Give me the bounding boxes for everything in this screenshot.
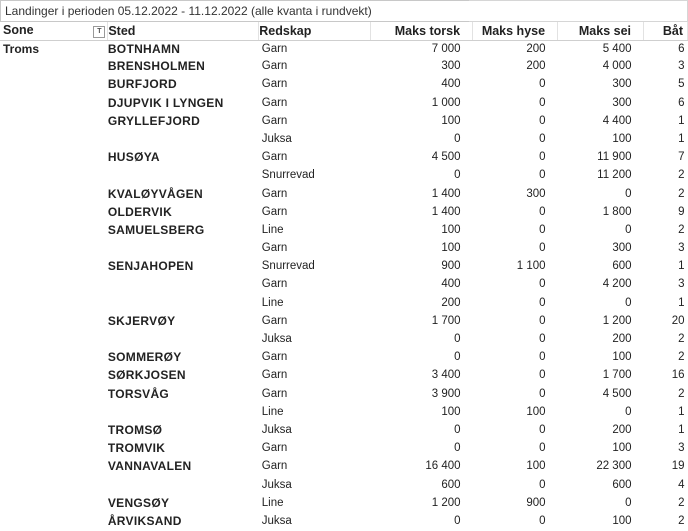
cell-sone — [0, 477, 108, 495]
cell-hyse: 100 — [526, 460, 546, 473]
cell-sted: SØRKJOSEN — [107, 368, 186, 383]
cell-sted: BURFJORD — [107, 77, 177, 92]
table-row[interactable] — [0, 349, 688, 367]
cell-hyse: 0 — [539, 442, 546, 455]
cell-sone — [0, 149, 108, 167]
cell-sei: 100 — [612, 514, 632, 527]
cell-sted — [108, 131, 259, 149]
title-bar-cell — [554, 0, 640, 22]
table-row[interactable] — [0, 131, 688, 149]
cell-torsk: 0 — [454, 351, 461, 364]
filter-icon[interactable]: T — [93, 26, 105, 38]
cell-hyse: 0 — [539, 96, 546, 109]
cell-hyse: 0 — [539, 151, 546, 164]
cell-sone — [0, 131, 108, 149]
cell-sone — [0, 167, 108, 185]
cell-redskap: Juksa — [261, 478, 292, 491]
cell-hyse: 0 — [539, 169, 546, 182]
cell-sei: 200 — [612, 423, 632, 436]
cell-redskap: Garn — [261, 60, 288, 73]
cell-sted: SENJAHOPEN — [107, 259, 194, 274]
cell-redskap: Juksa — [261, 423, 292, 436]
cell-sted: HUSØYA — [107, 150, 160, 165]
cell-hyse: 200 — [526, 60, 546, 73]
cell-sone — [0, 331, 108, 349]
report-title: Landinger i perioden 05.12.2022 - 11.12.2022 (alle kvanta i rundvekt) — [0, 0, 470, 22]
column-header-sted[interactable]: Sted — [108, 22, 259, 40]
cell-redskap: Garn — [261, 369, 288, 382]
cell-sei: 22 300 — [596, 460, 632, 473]
table-row[interactable] — [0, 367, 688, 385]
column-header-maks-torsk[interactable]: Maks torsk — [371, 22, 473, 40]
cell-bat: 2 — [678, 187, 685, 200]
cell-sted: BOTNHAMN — [107, 41, 181, 56]
cell-hyse: 0 — [539, 78, 546, 91]
cell-sted: TORSVÅG — [107, 386, 170, 401]
cell-bat: 3 — [678, 242, 685, 255]
table-row[interactable] — [0, 58, 688, 76]
cell-sted: BRENSHOLMEN — [107, 59, 206, 74]
cell-sted — [108, 167, 259, 185]
table-row[interactable] — [0, 495, 688, 513]
table-row[interactable] — [0, 186, 688, 204]
table-body — [0, 40, 688, 531]
cell-hyse: 0 — [539, 333, 546, 345]
cell-sted — [108, 240, 259, 258]
cell-redskap: Garn — [261, 278, 288, 291]
cell-bat: 6 — [678, 42, 685, 55]
cell-torsk: 7 000 — [431, 42, 461, 55]
cell-hyse: 0 — [539, 296, 546, 309]
cell-bat: 1 — [678, 405, 685, 418]
cell-sei: 5 400 — [602, 42, 632, 55]
cell-torsk: 0 — [454, 442, 461, 455]
cell-sone — [0, 313, 108, 331]
table-row[interactable] — [0, 513, 688, 531]
cell-bat: 1 — [678, 132, 685, 145]
table-row[interactable] — [0, 477, 688, 495]
cell-redskap: Garn — [261, 187, 288, 200]
cell-sone — [0, 386, 108, 404]
table-row[interactable] — [0, 167, 688, 185]
table-row[interactable] — [0, 422, 688, 440]
cell-sei: 600 — [612, 260, 632, 273]
cell-torsk: 600 — [441, 478, 461, 491]
cell-torsk: 3 900 — [431, 387, 461, 400]
cell-sei: 1 800 — [602, 205, 632, 218]
cell-redskap: Garn — [261, 442, 288, 455]
table-row[interactable] — [0, 440, 688, 458]
cell-sted — [108, 295, 259, 313]
cell-sted — [108, 276, 259, 294]
cell-redskap: Juksa — [261, 333, 292, 345]
cell-redskap: Garn — [261, 314, 288, 327]
cell-redskap: Garn — [261, 387, 288, 400]
header-row — [0, 22, 688, 40]
cell-bat: 1 — [678, 423, 685, 436]
cell-sei: 1 200 — [602, 314, 632, 327]
title-bar-cell — [639, 0, 688, 22]
cell-hyse: 0 — [539, 242, 546, 255]
cell-redskap: Garn — [261, 460, 288, 473]
cell-torsk: 0 — [454, 169, 461, 182]
landings-table — [0, 22, 688, 531]
cell-sted — [108, 331, 259, 349]
cell-sted: ÅRVIKSAND — [107, 513, 182, 528]
title-bar-cell — [469, 0, 555, 22]
cell-bat: 4 — [678, 478, 685, 491]
cell-sone — [0, 276, 108, 294]
cell-bat: 2 — [678, 169, 685, 182]
cell-sei: 100 — [612, 442, 632, 455]
cell-sted: OLDERVIK — [107, 204, 173, 219]
cell-redskap: Garn — [261, 205, 288, 218]
cell-redskap: Garn — [261, 78, 288, 91]
cell-bat: 20 — [671, 314, 685, 327]
column-header-redskap[interactable]: Redskap — [259, 22, 371, 40]
cell-sei: 0 — [625, 405, 632, 418]
cell-hyse: 0 — [539, 387, 546, 400]
table-row[interactable] — [0, 331, 688, 349]
table-row[interactable] — [0, 458, 688, 476]
cell-sted: SOMMERØY — [107, 350, 182, 365]
cell-sone — [0, 367, 108, 385]
cell-sei: 0 — [625, 223, 632, 236]
column-header-bat[interactable]: Båt — [644, 22, 688, 40]
cell-torsk: 4 500 — [431, 151, 461, 164]
cell-redskap: Juksa — [261, 514, 292, 527]
cell-sone — [0, 113, 108, 131]
cell-sei: 4 500 — [602, 387, 632, 400]
cell-sone — [0, 186, 108, 204]
cell-sone — [0, 222, 108, 240]
cell-sted: TROMSØ — [107, 422, 163, 437]
cell-torsk: 1 400 — [431, 205, 461, 218]
table-row[interactable] — [0, 76, 688, 94]
cell-redskap: Garn — [261, 351, 288, 364]
cell-sted: SAMUELSBERG — [107, 222, 205, 237]
cell-hyse: 0 — [539, 514, 546, 527]
table-row[interactable] — [0, 222, 688, 240]
cell-sted — [108, 404, 259, 422]
cell-sei: 100 — [612, 132, 632, 145]
cell-bat: 2 — [678, 514, 685, 527]
cell-sone — [0, 513, 108, 531]
cell-hyse: 0 — [539, 369, 546, 382]
cell-hyse: 300 — [526, 187, 546, 200]
cell-hyse: 0 — [539, 278, 546, 291]
table-row[interactable] — [0, 295, 688, 313]
cell-redskap: Snurrevad — [261, 260, 315, 273]
cell-bat: 19 — [671, 460, 685, 473]
header-label: Sone — [3, 23, 34, 38]
cell-redskap: Garn — [261, 151, 288, 164]
cell-sei: 0 — [625, 187, 632, 200]
cell-bat: 16 — [671, 369, 685, 382]
cell-torsk: 100 — [441, 405, 461, 418]
cell-sted: TROMVIK — [107, 441, 166, 456]
cell-redskap: Garn — [261, 42, 288, 55]
cell-sei: 300 — [612, 96, 632, 109]
cell-torsk: 300 — [441, 60, 461, 73]
cell-hyse: 0 — [539, 314, 546, 327]
cell-sei: 11 200 — [597, 169, 632, 182]
cell-sone — [0, 404, 108, 422]
cell-hyse: 0 — [539, 132, 546, 145]
cell-torsk: 100 — [441, 114, 461, 127]
cell-hyse: 100 — [526, 405, 546, 418]
cell-sone — [0, 95, 108, 113]
cell-sted: KVALØYVÅGEN — [107, 186, 203, 201]
cell-torsk: 0 — [454, 514, 461, 527]
cell-sone — [0, 295, 108, 313]
cell-redskap: Garn — [261, 242, 288, 255]
cell-sei: 200 — [612, 333, 632, 345]
cell-bat: 1 — [678, 296, 685, 309]
cell-sei: 4 200 — [602, 278, 632, 291]
cell-sted — [108, 477, 259, 495]
table-row[interactable] — [0, 95, 688, 113]
cell-bat: 3 — [678, 442, 685, 455]
column-header-maks-hyse[interactable]: Maks hyse — [473, 22, 558, 40]
cell-bat: 6 — [678, 96, 685, 109]
cell-sei: 100 — [612, 351, 632, 364]
cell-bat: 2 — [678, 351, 685, 364]
table-row[interactable] — [0, 313, 688, 331]
table-row[interactable] — [0, 386, 688, 404]
cell-torsk: 1 200 — [431, 496, 461, 509]
cell-sone — [0, 349, 108, 367]
cell-redskap: Line — [261, 405, 284, 418]
table-row[interactable] — [0, 276, 688, 294]
cell-sei: 300 — [612, 242, 632, 255]
table-row[interactable] — [0, 149, 688, 167]
cell-sone — [0, 240, 108, 258]
cell-torsk: 200 — [441, 296, 461, 309]
cell-bat: 2 — [678, 333, 685, 345]
table-row[interactable] — [0, 40, 688, 58]
table-row[interactable] — [0, 404, 688, 422]
cell-redskap: Garn — [261, 114, 288, 127]
cell-torsk: 3 400 — [431, 369, 461, 382]
cell-hyse: 200 — [526, 42, 546, 55]
cell-redskap: Snurrevad — [261, 169, 315, 182]
cell-sted: VANNAVALEN — [107, 459, 192, 474]
cell-torsk: 0 — [454, 333, 461, 345]
cell-torsk: 0 — [454, 132, 461, 145]
cell-hyse: 900 — [526, 496, 546, 509]
cell-bat: 9 — [678, 205, 685, 218]
cell-sone — [0, 458, 108, 476]
cell-bat: 2 — [678, 223, 685, 236]
cell-sone — [0, 258, 108, 276]
cell-sted: DJUPVIK I LYNGEN — [107, 95, 224, 110]
cell-sei: 4 400 — [602, 114, 632, 127]
cell-sone: Troms — [3, 41, 40, 56]
cell-torsk: 100 — [441, 242, 461, 255]
cell-redskap: Line — [261, 223, 284, 236]
cell-redskap: Line — [261, 496, 284, 509]
column-header-sone[interactable] — [0, 22, 108, 40]
cell-redskap: Line — [261, 296, 284, 309]
cell-torsk: 1 000 — [431, 96, 461, 109]
cell-torsk: 16 400 — [425, 460, 461, 473]
cell-sei: 1 700 — [602, 369, 632, 382]
cell-bat: 1 — [678, 260, 685, 273]
cell-bat: 5 — [678, 78, 685, 91]
cell-bat: 2 — [678, 496, 685, 509]
cell-bat: 3 — [678, 60, 685, 73]
table-row[interactable] — [0, 258, 688, 276]
column-header-maks-sei[interactable]: Maks sei — [558, 22, 644, 40]
cell-sone — [0, 422, 108, 440]
cell-hyse: 1 100 — [516, 260, 546, 273]
cell-sone — [0, 58, 108, 76]
cell-redskap: Juksa — [261, 132, 292, 145]
cell-sted: SKJERVØY — [107, 313, 176, 328]
cell-sei: 0 — [625, 496, 632, 509]
cell-bat: 1 — [678, 114, 685, 127]
cell-hyse: 0 — [539, 205, 546, 218]
cell-torsk: 400 — [441, 78, 461, 91]
cell-sei: 4 000 — [602, 60, 632, 73]
cell-bat: 2 — [678, 387, 685, 400]
cell-hyse: 0 — [539, 423, 546, 436]
cell-bat: 7 — [678, 151, 685, 164]
cell-sei: 600 — [612, 478, 632, 491]
cell-torsk: 400 — [441, 278, 461, 291]
cell-torsk: 1 400 — [431, 187, 461, 200]
cell-hyse: 0 — [539, 478, 546, 491]
cell-sted: GRYLLEFJORD — [107, 113, 201, 128]
table-row[interactable] — [0, 204, 688, 222]
cell-sone — [0, 440, 108, 458]
cell-hyse: 0 — [539, 351, 546, 364]
cell-sone — [0, 495, 108, 513]
cell-torsk: 1 700 — [431, 314, 461, 327]
cell-sone — [0, 204, 108, 222]
cell-sei: 11 900 — [597, 151, 632, 164]
cell-hyse: 0 — [539, 223, 546, 236]
cell-torsk: 0 — [454, 423, 461, 436]
cell-bat: 3 — [678, 278, 685, 291]
cell-sei: 300 — [612, 78, 632, 91]
cell-sone — [0, 76, 108, 94]
cell-sted: VENGSØY — [107, 495, 170, 510]
table-row[interactable] — [0, 113, 688, 131]
cell-torsk: 900 — [441, 260, 461, 273]
cell-redskap: Garn — [261, 96, 288, 109]
table-row[interactable] — [0, 240, 688, 258]
cell-hyse: 0 — [539, 114, 546, 127]
cell-torsk: 100 — [441, 223, 461, 236]
cell-sei: 0 — [625, 296, 632, 309]
